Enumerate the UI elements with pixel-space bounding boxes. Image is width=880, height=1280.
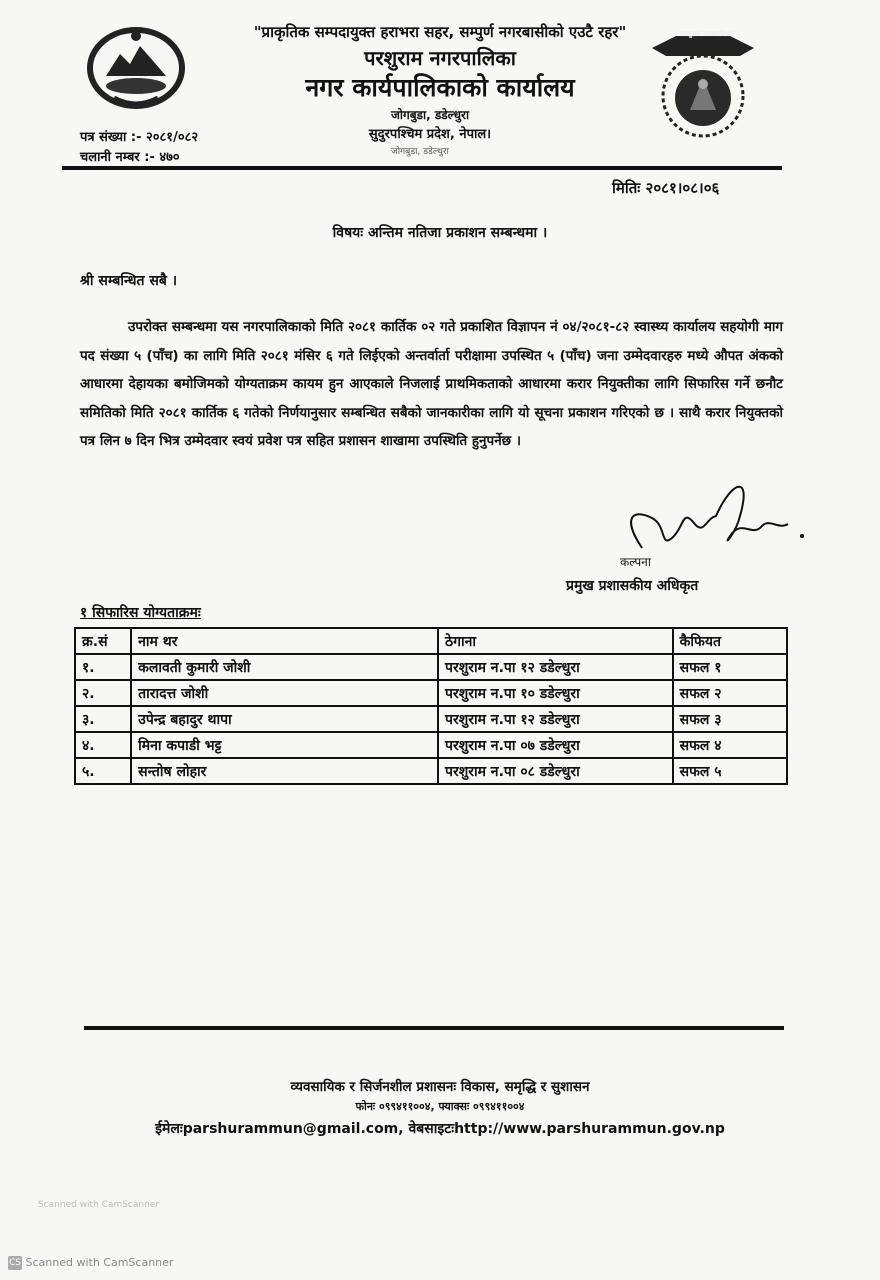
- seal-text: परशुराम नगरपालिका: [680, 30, 734, 38]
- salutation: श्री सम्बन्धित सबै ।: [80, 273, 178, 289]
- table-cell: ५.: [75, 758, 131, 784]
- camscanner-label: [8, 1256, 173, 1270]
- table-title: १ सिफारिस योग्यताक्रमः: [80, 605, 201, 621]
- camscanner-text: Scanned with CamScanner: [25, 1256, 174, 1269]
- dispatch-number: चलानी नम्बर :- ४७०: [80, 150, 180, 165]
- table-cell: सफल २: [673, 680, 787, 706]
- office-stamp: जोगबुडा, डडेल्धुरा: [391, 147, 449, 157]
- table-cell: उपेन्द्र बहादुर थापा: [131, 706, 438, 732]
- header-cell: क्र.सं: [75, 628, 131, 654]
- table-cell: ३.: [75, 706, 131, 732]
- table-cell: कलावती कुमारी जोशी: [131, 654, 438, 680]
- table-cell: २.: [75, 680, 131, 706]
- office-name: नगर कार्यपालिकाको कार्यालय: [305, 73, 575, 102]
- letter-subject: विषयः अन्तिम नतिजा प्रकाशन सम्बन्धमा ।: [332, 225, 548, 241]
- table-cell: सफल ५: [673, 758, 787, 784]
- table-row: [75, 732, 787, 758]
- header-divider: [62, 166, 782, 170]
- org-name: परशुराम नगरपालिका: [364, 46, 516, 70]
- table-cell: १.: [75, 654, 131, 680]
- camscanner-icon: CS: [9, 1258, 21, 1268]
- header-tagline: "प्राकृतिक सम्पदायुक्त हराभरा सहर, सम्पुर्ण नगरबासीको एउटै रहर": [253, 23, 627, 41]
- table-cell: परशुराम न.पा १० डडेल्धुरा: [438, 680, 673, 706]
- footer-divider: [84, 1026, 784, 1030]
- table-row: [75, 680, 787, 706]
- table-cell: ४.: [75, 732, 131, 758]
- table-row: [75, 758, 787, 784]
- signatory-title: प्रमुख प्रशासकीय अधिकृत: [566, 578, 699, 594]
- address-line2: सुदुरपश्चिम प्रदेश, नेपाल।: [368, 127, 492, 142]
- header-cell: ठेगाना: [438, 628, 673, 654]
- table-cell: परशुराम न.पा ०८ डडेल्धुरा: [438, 758, 673, 784]
- header-cell: नाम थर: [131, 628, 438, 654]
- table-cell: सफल ३: [673, 706, 787, 732]
- signatory-name: कल्पना: [620, 555, 651, 569]
- table-header-row: [75, 628, 787, 654]
- reference-number: पत्र संख्या :- २०८१/०८२: [80, 130, 199, 145]
- recommendation-table: [74, 627, 788, 785]
- address-line1: जोगबुडा, डडेल्धुरा: [390, 108, 470, 122]
- signature-icon: [612, 478, 812, 562]
- footer-phone: फोनः ०९९४११००४, फ्याक्सः ०९९४११००४: [355, 1100, 525, 1113]
- table-cell: तारादत्त जोशी: [131, 680, 438, 706]
- nepal-emblem-icon: [84, 24, 188, 110]
- letter-date: मितिः २०८१।०८।०६: [612, 179, 720, 197]
- table-cell: मिना कपाडी भट्ट: [131, 732, 438, 758]
- scanner-watermark: Scanned with CamScanner: [38, 1200, 160, 1210]
- municipality-seal-icon: [648, 26, 758, 142]
- letter-body: उपरोक्त सम्बन्धमा यस नगरपालिकाको मिति २०८१ कार्तिक ०२ गते प्रकाशित विज्ञापन नं ०४/२०८१-८२ स्वास्थ्य कार्यालय सहयोगी माग पद संख्या ५ (पाँच) का लागि मिति २०८१ मंसिर ६ गते लिईएको अन्तर्वार्ता परीक्षामा उपस्थित ५ (पाँच) जना उम्मेदवारहरु मध्ये औपत अंकको आधारमा देहायका बमोजिमको योग्यताक्रम कायम हुन आएकाले निजलाई प्राथमिकताको आधारमा करार नियुक्तीका लागि सिफारिस गर्ने छनौट समितिको मिति २०८१ कार्तिक ६ गतेको निर्णयानुसार सम्बन्धित सबैको जानकारीका लागि यो सूचना प्रकाशन गरिएको छ । साथै करार नियुक्तको पत्र लिन ७ दिन भित्र उम्मेदवार स्वयं प्रवेश पत्र सहित प्रशासन शाखामा उपस्थिति हुनुपर्नेछ ।: [80, 319, 783, 449]
- footer-contact: ईमेलःparshurammun@gmail.com, वेबसाइटःhttp://www.parshurammun.gov.np: [155, 1121, 725, 1137]
- header-cell: कैफियत: [673, 628, 787, 654]
- table-cell: परशुराम न.पा १२ डडेल्धुरा: [438, 654, 673, 680]
- table-cell: परशुराम न.पा १२ डडेल्धुरा: [438, 706, 673, 732]
- footer-motto: व्यवसायिक र सिर्जनशील प्रशासनः विकास, समृद्धि र सुशासन: [290, 1079, 590, 1095]
- table-cell: सफल १: [673, 654, 787, 680]
- table-row: [75, 654, 787, 680]
- table-row: [75, 706, 787, 732]
- table-cell: सफल ४: [673, 732, 787, 758]
- table-cell: परशुराम न.पा ०७ डडेल्धुरा: [438, 732, 673, 758]
- table-cell: सन्तोष लोहार: [131, 758, 438, 784]
